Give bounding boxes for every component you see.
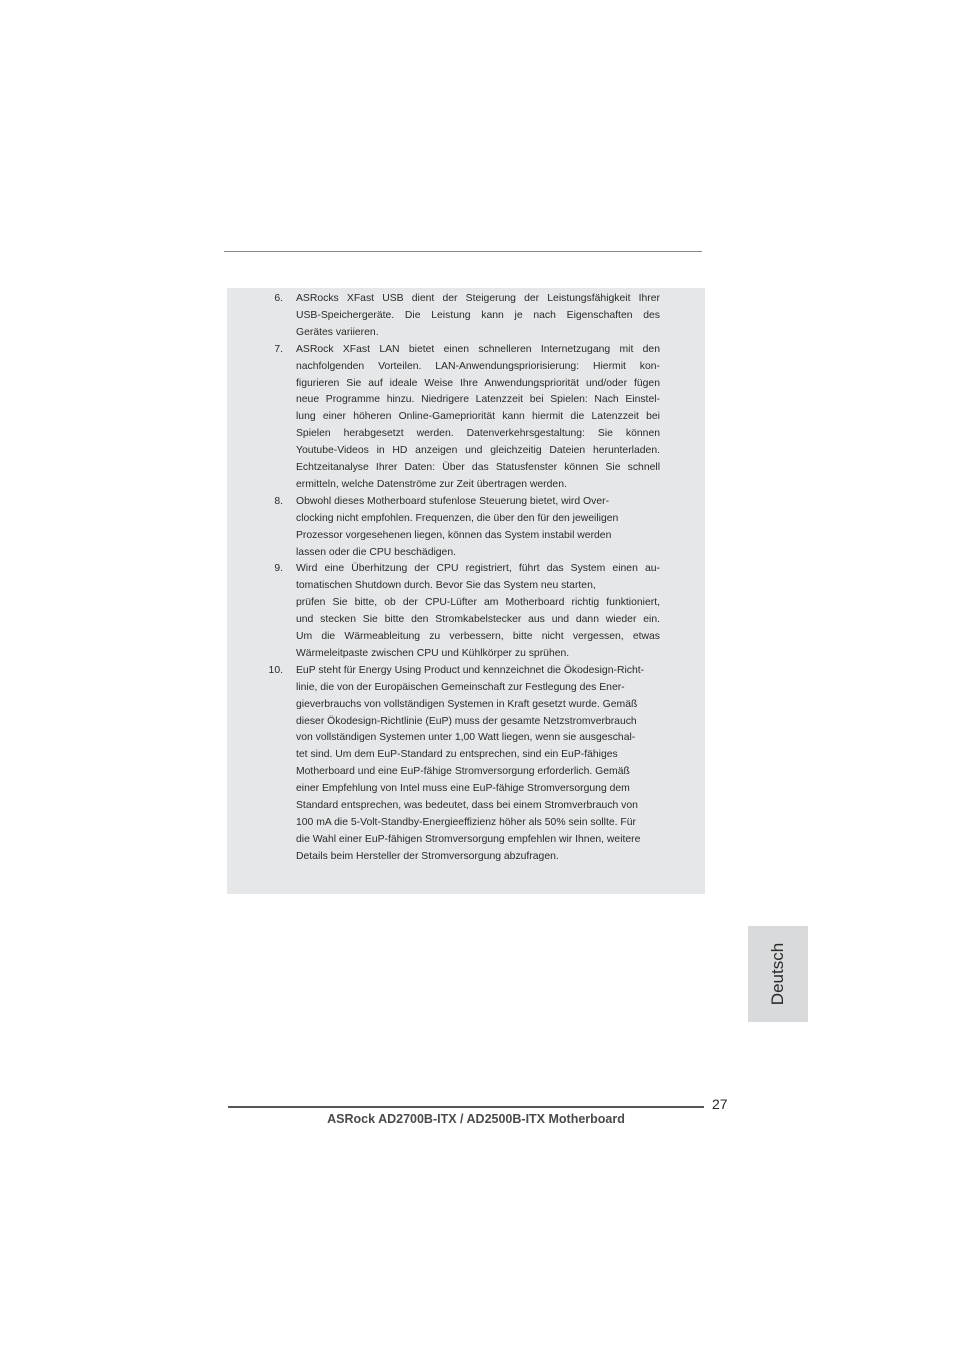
notes-panel: [227, 288, 705, 894]
footer-divider: [228, 1106, 704, 1108]
list-item-line: Wird eine Überhitzung der CPU registriert, führt das System einen au-: [296, 563, 660, 575]
list-item-line: Motherboard und eine EuP-fähige Stromversorgung erforderlich. Gemäß: [296, 766, 630, 778]
list-item-line: Echtzeitanalyse Ihrer Daten: Über das Statusfenster können Sie schnell: [296, 462, 660, 473]
list-item-line: ASRocks XFast USB dient der Steigerung der Leistungsfähigkeit Ihrer: [296, 293, 660, 304]
list-item-line: clocking nicht empfohlen. Frequenzen, die über den für den jeweiligen: [296, 512, 619, 524]
list-item-line: Prozessor vorgesehenen liegen, können das System instabil werden: [296, 529, 612, 541]
list-item-line: Wärmeleitpaste zwischen CPU und Kühlkörper zu sprühen.: [296, 647, 570, 659]
footer-title: ASRock AD2700B-ITX / AD2500B-ITX Motherboard: [327, 1112, 625, 1126]
list-item-line: 100 mA die 5-Volt-Standby-Energieeffizienz höher als 50% sein sollte. Für: [296, 816, 637, 828]
list-item-line: Um die Wärmeableitung zu verbessern, bitte nicht vergessen, etwas: [296, 631, 660, 642]
list-item-line: EuP steht für Energy Using Product und kennzeichnet die Ökodesign-Richt-: [296, 664, 645, 676]
list-item-line: dieser Ökodesign-Richtlinie (EuP) muss der gesamte Netzstromverbrauch: [296, 715, 637, 727]
list-item-line: Spielen herabgesetzt werden. Datenverkehrsgestaltung: Sie können: [296, 428, 660, 440]
list-item-line: lung einer höheren Online-Gamepriorität kann hiermit die Latenzzeit bei: [296, 411, 660, 423]
list-item-line: einer Empfehlung von Intel muss eine EuP-fähige Stromversorgung dem: [296, 783, 630, 795]
list-item-line: tomatischen Shutdown durch. Bevor Sie das System neu starten,: [296, 580, 596, 592]
language-tab: [748, 926, 808, 1022]
language-tab-label: Deutsch: [768, 942, 787, 1006]
list-item-line: Standard entsprechen, was bedeutet, dass bei einem Stromverbrauch von: [296, 800, 638, 811]
list-item-number: 7.: [274, 343, 283, 355]
list-item-line: gieverbrauchs von vollständigen Systemen in Kraft gesetzt wurde. Gemäß: [296, 698, 638, 710]
list-item-line: Gerätes variieren.: [296, 326, 379, 338]
list-item-number: 8.: [274, 495, 283, 507]
list-item-line: USB-Speichergeräte. Die Leistung kann je nach Eigenschaften des: [296, 309, 660, 321]
list-item-number: 10.: [268, 664, 283, 676]
list-item-line: und stecken Sie bitte den Stromkabelstecker aus und dann wieder ein.: [296, 614, 660, 626]
list-item-line: ermitteln, welche Datenströme zur Zeit übertragen werden.: [296, 478, 567, 490]
list-item-line: lassen oder die CPU beschädigen.: [296, 546, 456, 558]
list-item-line: ASRock XFast LAN bietet einen schnelleren Internetzugang mit den: [296, 343, 660, 355]
list-item-line: Details beim Hersteller der Stromversorgung abzufragen.: [296, 850, 559, 862]
list-item-line: Obwohl dieses Motherboard stufenlose Steuerung bietet, wird Over-: [296, 495, 610, 507]
list-item-line: nachfolgenden Vorteilen. LAN-Anwendungspriorisierung: Hiermit kon-: [296, 360, 660, 372]
list-item-number: 9.: [274, 563, 283, 575]
list-item-line: von vollständigen Systemen unter 1,00 Watt liegen, wenn sie ausgeschal-: [296, 732, 636, 744]
list-item-number: 6.: [274, 293, 283, 304]
list-item-line: die Wahl einer EuP-fähigen Stromversorgung empfehlen wir Ihnen, weitere: [296, 833, 641, 845]
list-item-line: prüfen Sie bitte, ob der CPU-Lüfter am Motherboard richtig funktioniert,: [296, 597, 660, 609]
list-item-line: linie, die von der Europäischen Gemeinschaft zur Festlegung des Ener-: [296, 681, 625, 693]
list-item-line: neue Programme hinzu. Niedrigere Latenzzeit bei Spielen: Nach Einstel-: [296, 394, 660, 406]
list-item-line: tet sind. Um dem EuP-Standard zu entsprechen, sind ein EuP-fähiges: [296, 749, 618, 761]
top-divider: [224, 251, 702, 252]
page-number: 27: [712, 1096, 728, 1112]
list-item-line: Youtube-Videos in HD anzeigen und gleichzeitig Dateien herunterladen.: [296, 445, 660, 457]
list-item-line: figurieren Sie auf ideale Weise Ihre Anwendungspriorität und/oder fügen: [296, 377, 660, 389]
